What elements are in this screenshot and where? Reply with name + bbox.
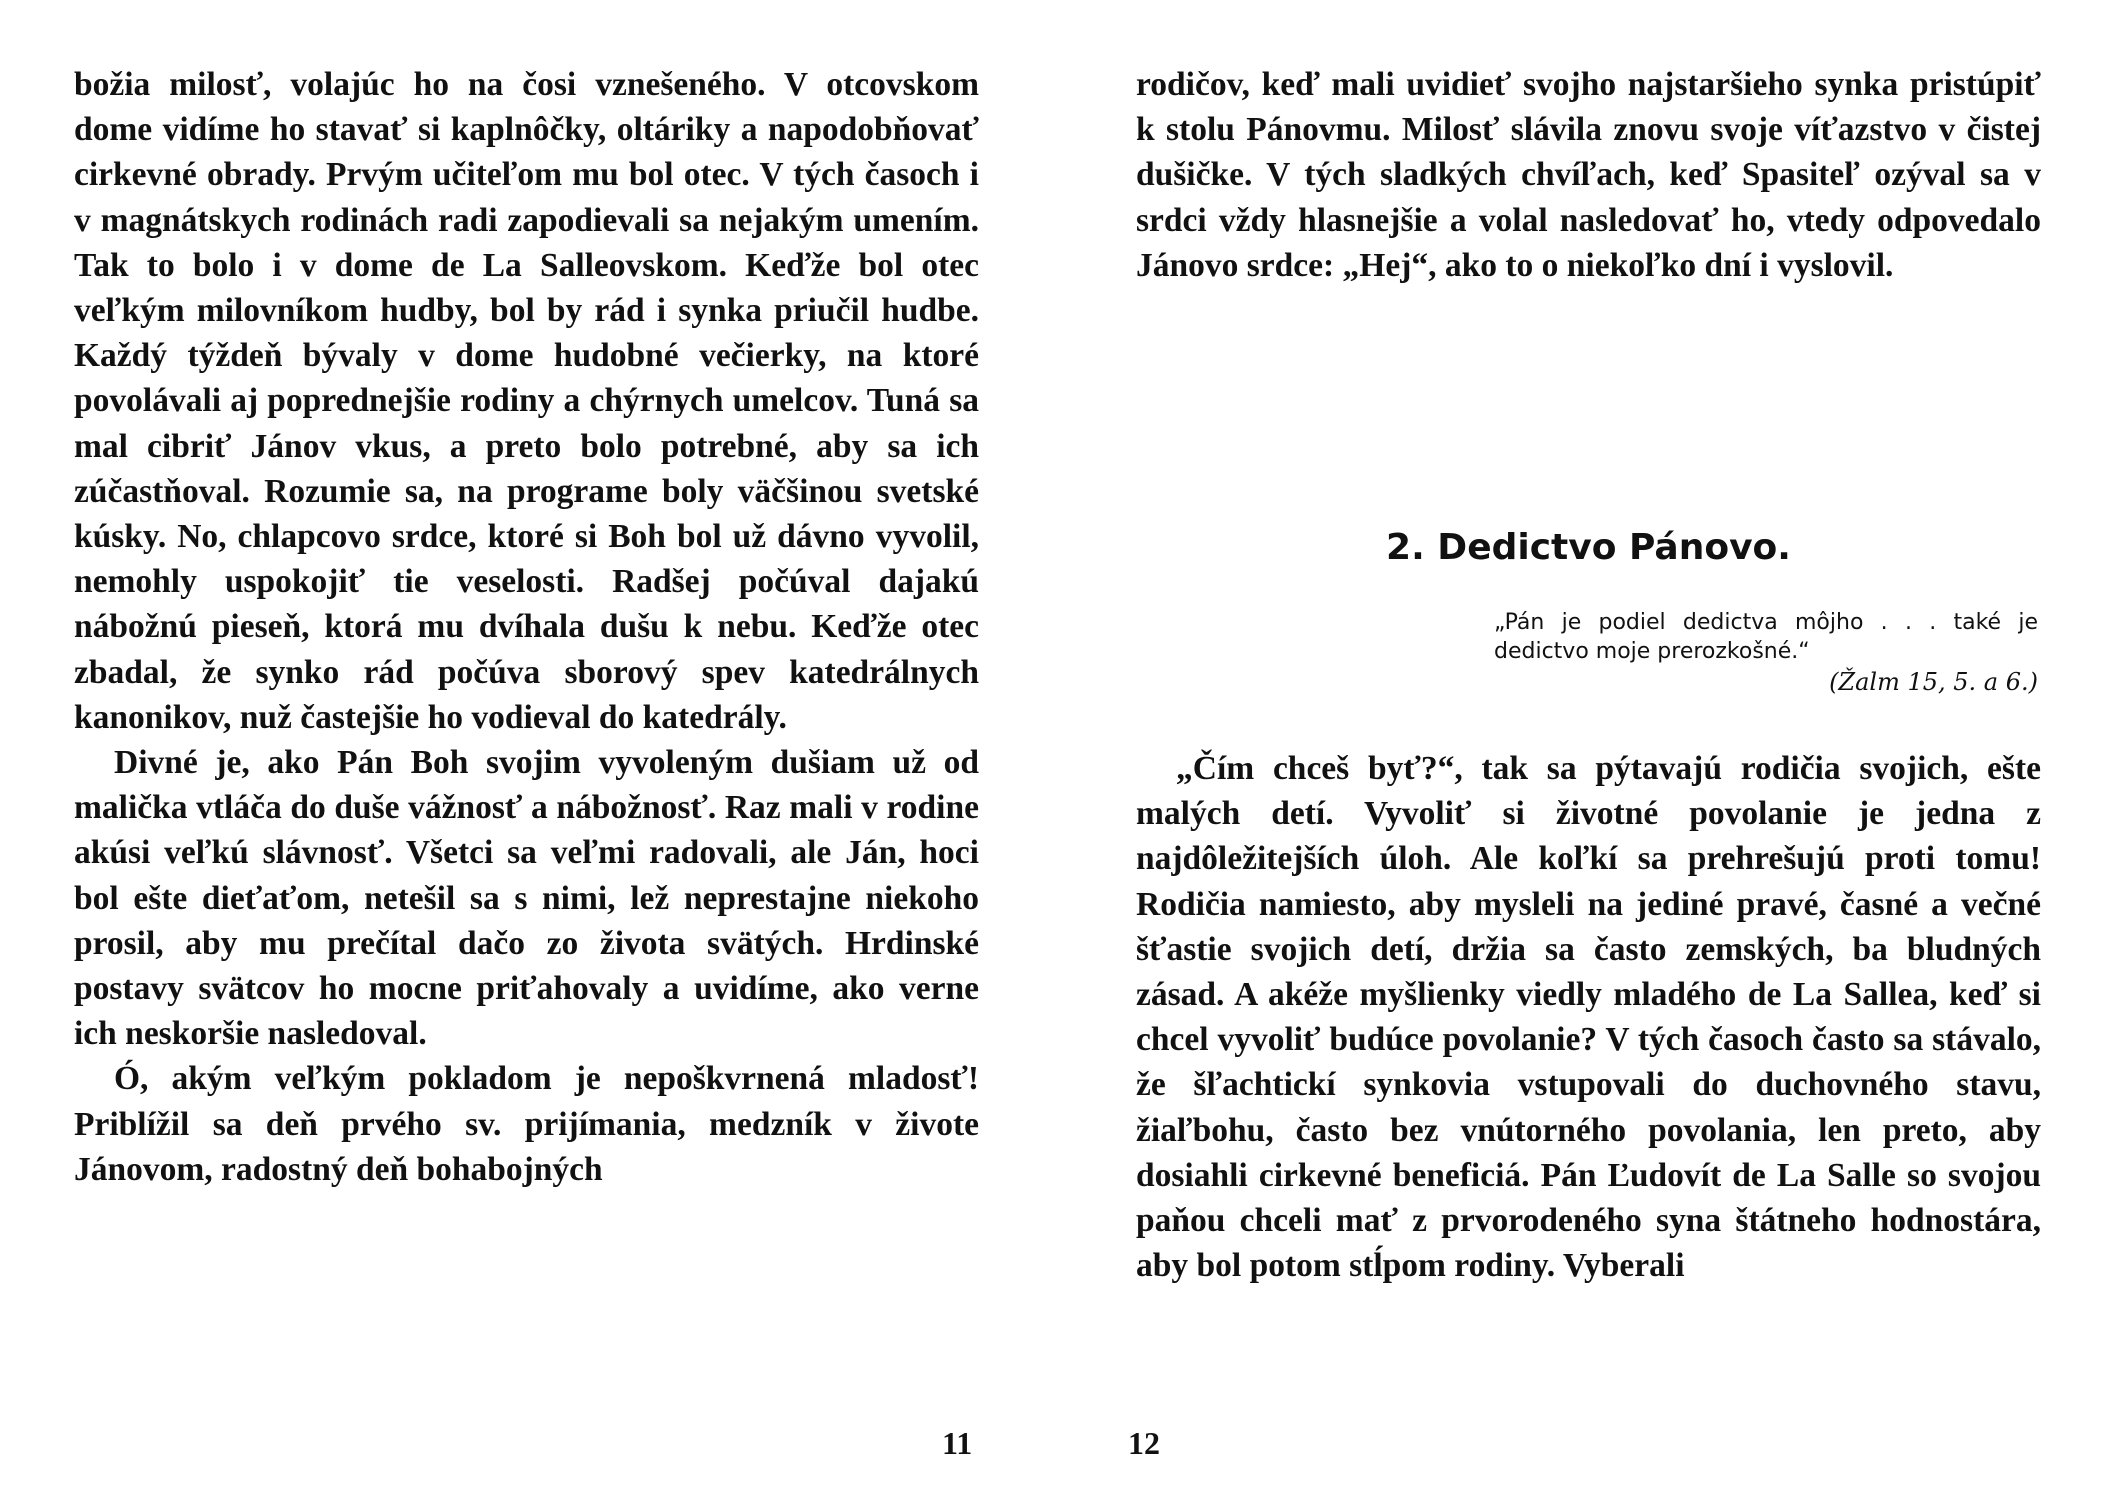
motto-text: „Pán je podiel dedictva môjho . . . také je dedictvo moje prerozkošné.“: [1494, 610, 2038, 664]
left-paragraph-2: Divné je, ako Pán Boh svojim vyvoleným dušiam už od malička vtláča do duše vážnosť a nábožnosť. Raz mali v rodine akúsi veľkú slávnosť. Všetci sa veľmi radovali, ale Ján, hoci bol ešte dieťaťom, netešil sa s nimi, lež neprestajne niekoho prosil, aby mu prečítal dačo zo života svätých. Hrdinské postavy svätcov ho mocne priťahovaly a uvidíme, ako verne ich neskoršie nasledoval.: [74, 744, 979, 1053]
right-top-paragraph: rodičov, keď mali uvidieť svojho najstaršieho synka pristúpiť k stolu Pánovmu. Milosť slávila znovu svoje víťazstvo v čistej dušičke. V tých sladkých chvíľach, keď Spasiteľ ozýval sa v srdci vždy hlasnejšie a volal nasledovať ho, vtedy odpovedalo Jánovo srdce: „Hej“, ako to o niekoľko dní i vyslovil.: [1136, 66, 2041, 284]
motto-block: [1494, 608, 2038, 699]
left-paragraph-3: Ó, akým veľkým pokladom je nepoškvrnená mladosť! Priblížil sa deň prvého sv. prijímania, medzník v živote Jánovom, radostný deň bohabojných: [74, 1060, 979, 1188]
left-page-number: 11: [942, 1425, 973, 1461]
right-page-number: 12: [1128, 1425, 1160, 1461]
right-body-paragraph: „Čím chceš byť?“, tak sa pýtavajú rodičia svojich, ešte malých detí. Vyvoliť si životné povolanie je jedna z najdôležitejších úloh. Ale koľkí sa prehrešujú proti tomu! Rodičia namiesto, aby mysleli na jediné pravé, časné a večné šťastie svojich detí, držia sa často zemských, ba bludných zásad. A akéže myšlienky viedly mladého de La Sallea, keď si chcel vyvoliť budúce povolanie? V tých časoch často sa stávalo, že šľachtickí synkovia vstupovali do duchovného stavu, žiaľbohu, často bez vnútorného povolania, len preto, aby dosiahli cirkevné beneficiá. Pán Ľudovít de La Salle so svojou paňou chceli mať z prvorodeného syna štátneho hodnostára, aby bol potom stĺpom rodiny. Vyberali: [1136, 750, 2041, 1285]
right-page-body: [1136, 746, 2041, 1288]
motto-reference: (Žalm 15, 5. a 6.): [1829, 668, 2038, 696]
left-paragraph-1: božia milosť, volajúc ho na čosi vznešeného. V otcovskom dome vidíme ho stavať si kaplnôčky, oltáriky a napodobňovať cirkevné obrady. Prvým učiteľom mu bol otec. V tých časoch i v magnátskych rodinách radi zapodievali sa nejakým umením. Tak to bolo i v dome de La Salleovskom. Keďže bol otec veľkým milovníkom hudby, bol by rád i synka priučil hudbe. Každý týždeň bývaly v dome hudobné večierky, na ktoré povolávali aj poprednejšie rodiny a chýrnych umelcov. Tuná sa mal cibriť Jánov vkus, a preto bolo potrebné, aby sa ich zúčastňoval. Rozumie sa, na programe boly väčšinou svetské kúsky. No, chlapcovo srdce, ktoré si Boh bol už dávno vyvolil, nemohly uspokojiť tie veselosti. Radšej počúval dajakú nábožnú pieseň, ktorá mu dvíhala dušu k nebu. Keďže otec zbadal, že synko rád počúva sborový spev katedrálnych kanonikov, nuž častejšie ho vodieval do katedrály.: [74, 66, 979, 736]
section-heading: 2. Dedictvo Pánovo.: [1386, 527, 1791, 568]
left-page: [74, 62, 979, 1192]
right-page-top: [1136, 62, 2041, 288]
